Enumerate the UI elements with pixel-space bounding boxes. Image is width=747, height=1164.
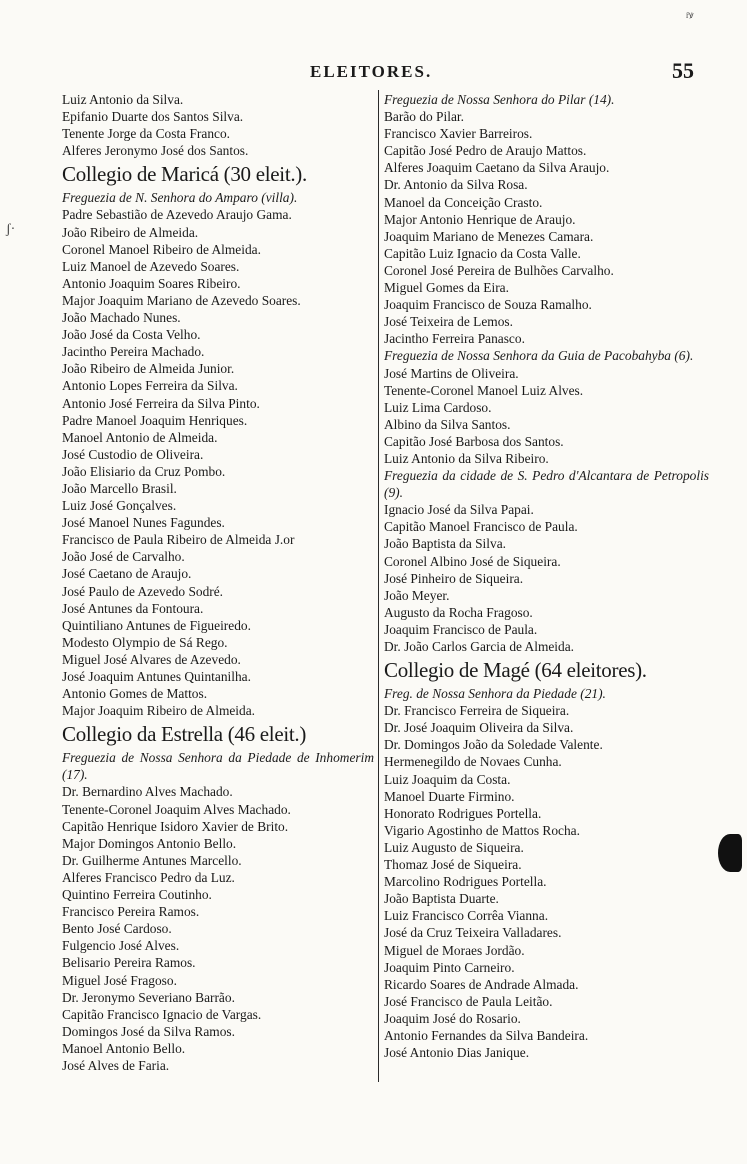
list-item: Padre Sebastião de Azevedo Araujo Gama. (62, 207, 292, 223)
ink-blot (718, 834, 742, 872)
list-item: José Antunes da Fontoura. (62, 600, 204, 616)
column-divider (378, 90, 379, 1082)
list-item: José Antonio Dias Janique. (384, 1045, 530, 1061)
list-item: Manoel da Conceição Crasto. (384, 194, 543, 210)
list-item: Tenente-Coronel Manoel Luiz Alves. (384, 382, 584, 398)
list-item: Manoel Duarte Firmino. (384, 788, 515, 804)
list-item: Alferes Jeronymo José dos Santos. (62, 143, 249, 159)
list-item: José Custodio de Oliveira. (62, 446, 204, 462)
list-item: Antonio Fernandes da Silva Bandeira. (384, 1027, 589, 1043)
list-item: Joaquim Francisco de Souza Ramalho. (384, 297, 592, 313)
list-item: Joaquim Mariano de Menezes Camara. (384, 228, 594, 244)
list-item: Capitão Francisco Ignacio de Vargas. (62, 1006, 262, 1022)
section-heading: Collegio da Estrella (46 eleit.) (62, 722, 307, 747)
list-item: Luiz Lima Cardoso. (384, 399, 492, 415)
list-item: Capitão Henrique Isidoro Xavier de Brito. (62, 818, 289, 834)
list-item: José Caetano de Araujo. (62, 566, 192, 582)
parish-heading: Freguezia de Nossa Senhora da Piedade de Inhomerim (17). (62, 750, 374, 783)
list-item: Capitão Luiz Ignacio da Costa Valle. (384, 245, 581, 261)
list-item: José Pinheiro de Siqueira. (384, 570, 524, 586)
list-item: José Alves de Faria. (62, 1057, 170, 1073)
list-item: Miguel José Alvares de Azevedo. (62, 651, 241, 667)
list-item: Tenente-Coronel Joaquim Alves Machado. (62, 801, 291, 817)
list-item: João Meyer. (384, 587, 450, 603)
list-item: Luiz José Gonçalves. (62, 498, 177, 514)
list-item: José Martins de Oliveira. (384, 365, 519, 381)
list-item: José Francisco de Paula Leitão. (384, 993, 553, 1009)
list-item: Alferes Joaquim Caetano da Silva Araujo. (384, 160, 610, 176)
list-item: Coronel Albino José de Siqueira. (384, 553, 561, 569)
list-item: Ricardo Soares de Andrade Almada. (384, 976, 579, 992)
list-item: Joaquim Pinto Carneiro. (384, 959, 515, 975)
list-item: Luiz Joaquim da Costa. (384, 771, 511, 787)
list-item: Domingos José da Silva Ramos. (62, 1023, 235, 1039)
list-item: Alferes Francisco Pedro da Luz. (62, 869, 235, 885)
section-heading: Collegio de Maricá (30 eleit.). (62, 162, 307, 187)
list-item: José Joaquim Antunes Quintanilha. (62, 669, 251, 684)
list-item: Luiz Francisco Corrêa Vianna. (384, 908, 549, 924)
list-item: Antonio Joaquim Soares Ribeiro. (62, 275, 241, 291)
list-item: Joaquim José do Rosario. (384, 1010, 521, 1026)
list-item: João José da Costa Velho. (62, 327, 201, 343)
list-item: José Manoel Nunes Fagundes. (62, 515, 225, 531)
list-item: João Machado Nunes. (62, 310, 181, 326)
margin-mark: ʃ· (6, 222, 16, 237)
list-item: Major Joaquim Ribeiro de Almeida. (62, 703, 256, 719)
list-item: João Baptista Duarte. (384, 891, 499, 907)
list-item: Antonio José Ferreira da Silva Pinto. (62, 395, 260, 411)
list-item: João Baptista da Silva. (384, 536, 506, 552)
list-item: Ignacio José da Silva Papai. (384, 502, 534, 518)
list-item: Miguel Gomes da Eira. (384, 280, 509, 296)
parish-heading: Freguezia de Nossa Senhora do Pilar (14). (384, 92, 615, 107)
list-item: José Paulo de Azevedo Sodré. (62, 583, 224, 599)
running-title: ELEITORES. (310, 62, 433, 81)
list-item: Capitão José Barbosa dos Santos. (384, 433, 564, 449)
parish-heading: Freg. de Nossa Senhora da Piedade (21). (384, 686, 606, 702)
right-column (384, 91, 709, 1061)
list-item: Luiz Manoel de Azevedo Soares. (62, 258, 240, 274)
list-item: Augusto da Rocha Fragoso. (384, 604, 533, 620)
list-item: Miguel José Fragoso. (62, 972, 177, 988)
list-item: Francisco Pereira Ramos. (62, 904, 200, 920)
list-item: Dr. Antonio da Silva Rosa. (384, 177, 528, 193)
list-item: Bento José Cardoso. (62, 921, 172, 937)
list-item: João Marcello Brasil. (62, 480, 177, 496)
list-item: Quintino Ferreira Coutinho. (62, 887, 212, 903)
list-item: João Ribeiro de Almeida Junior. (62, 361, 235, 377)
left-column (62, 91, 374, 1074)
list-item: Jacintho Pereira Machado. (62, 344, 205, 360)
list-item: João José de Carvalho. (62, 549, 185, 565)
list-item: Coronel Manoel Ribeiro de Almeida. (62, 241, 261, 257)
list-item: Luiz Antonio da Silva. (62, 92, 184, 107)
list-item: Jacintho Ferreira Panasco. (384, 331, 525, 347)
list-item: Barão do Pilar. (384, 109, 464, 125)
list-item: Manoel Antonio Bello. (62, 1040, 186, 1056)
list-item: Epifanio Duarte dos Santos Silva. (62, 109, 244, 125)
list-item: Quintiliano Antunes de Figueiredo. (62, 617, 251, 633)
list-item: Tenente Jorge da Costa Franco. (62, 126, 231, 142)
list-item: Dr. Domingos João da Soledade Valente. (384, 737, 603, 753)
list-item: Albino da Silva Santos. (384, 416, 511, 432)
list-item: Hermenegildo de Novaes Cunha. (384, 754, 562, 770)
list-item: Capitão José Pedro de Araujo Mattos. (384, 143, 587, 159)
corner-mark: r̈ꝟ (686, 10, 694, 20)
list-item: José Teixeira de Lemos. (384, 314, 513, 330)
list-item: Padre Manoel Joaquim Henriques. (62, 412, 248, 428)
list-item: Fulgencio José Alves. (62, 938, 180, 954)
list-item: Major Antonio Henrique de Araujo. (384, 211, 576, 227)
list-item: Antonio Gomes de Mattos. (62, 686, 208, 702)
list-item: Major Domingos Antonio Bello. (62, 835, 237, 851)
list-item: João Ribeiro de Almeida. (62, 224, 199, 240)
page-number: 55 (672, 58, 694, 83)
list-item: Dr. Jeronymo Severiano Barrão. (62, 989, 235, 1005)
list-item: Marcolino Rodrigues Portella. (384, 874, 547, 890)
list-item: Dr. Guilherme Antunes Marcello. (62, 852, 242, 868)
list-item: Dr. José Joaquim Oliveira da Silva. (384, 720, 574, 736)
list-item: Manoel Antonio de Almeida. (62, 429, 218, 445)
list-item: Belisario Pereira Ramos. (62, 955, 196, 971)
parish-heading: Freguezia da cidade de S. Pedro d'Alcantara de Petropolis (9). (384, 468, 709, 501)
list-item: Dr. Bernardino Alves Machado. (62, 784, 233, 800)
list-item: Luiz Antonio da Silva Ribeiro. (384, 450, 549, 466)
section-heading: Collegio de Magé (64 eleitores). (384, 658, 647, 683)
list-item: Miguel de Moraes Jordão. (384, 942, 525, 958)
list-item: Vigario Agostinho de Mattos Rocha. (384, 822, 580, 838)
list-item: Modesto Olympio de Sá Rego. (62, 634, 228, 650)
page-header (0, 58, 747, 88)
list-item: Coronel José Pereira de Bulhões Carvalho. (384, 262, 614, 278)
list-item: Dr. Francisco Ferreira de Siqueira. (384, 703, 570, 719)
list-item: Antonio Lopes Ferreira da Silva. (62, 378, 238, 394)
parish-heading: Freguezia de N. Senhora do Amparo (villa). (62, 190, 298, 206)
list-item: Luiz Augusto de Siqueira. (384, 839, 524, 855)
list-item: José da Cruz Teixeira Valladares. (384, 925, 562, 941)
list-item: Thomaz José de Siqueira. (384, 857, 522, 873)
list-item: Joaquim Francisco de Paula. (384, 621, 538, 637)
list-item: Major Joaquim Mariano de Azevedo Soares. (62, 292, 301, 308)
list-item: João Elisiario da Cruz Pombo. (62, 463, 226, 479)
list-item: Francisco Xavier Barreiros. (384, 126, 533, 142)
list-item: Capitão Manoel Francisco de Paula. (384, 519, 578, 535)
list-item: Dr. João Carlos Garcia de Almeida. (384, 639, 575, 654)
list-item: Honorato Rodrigues Portella. (384, 805, 542, 821)
list-item: Francisco de Paula Ribeiro de Almeida J.or (62, 532, 295, 548)
parish-heading: Freguezia de Nossa Senhora da Guia de Pacobahyba (6). (384, 348, 694, 364)
